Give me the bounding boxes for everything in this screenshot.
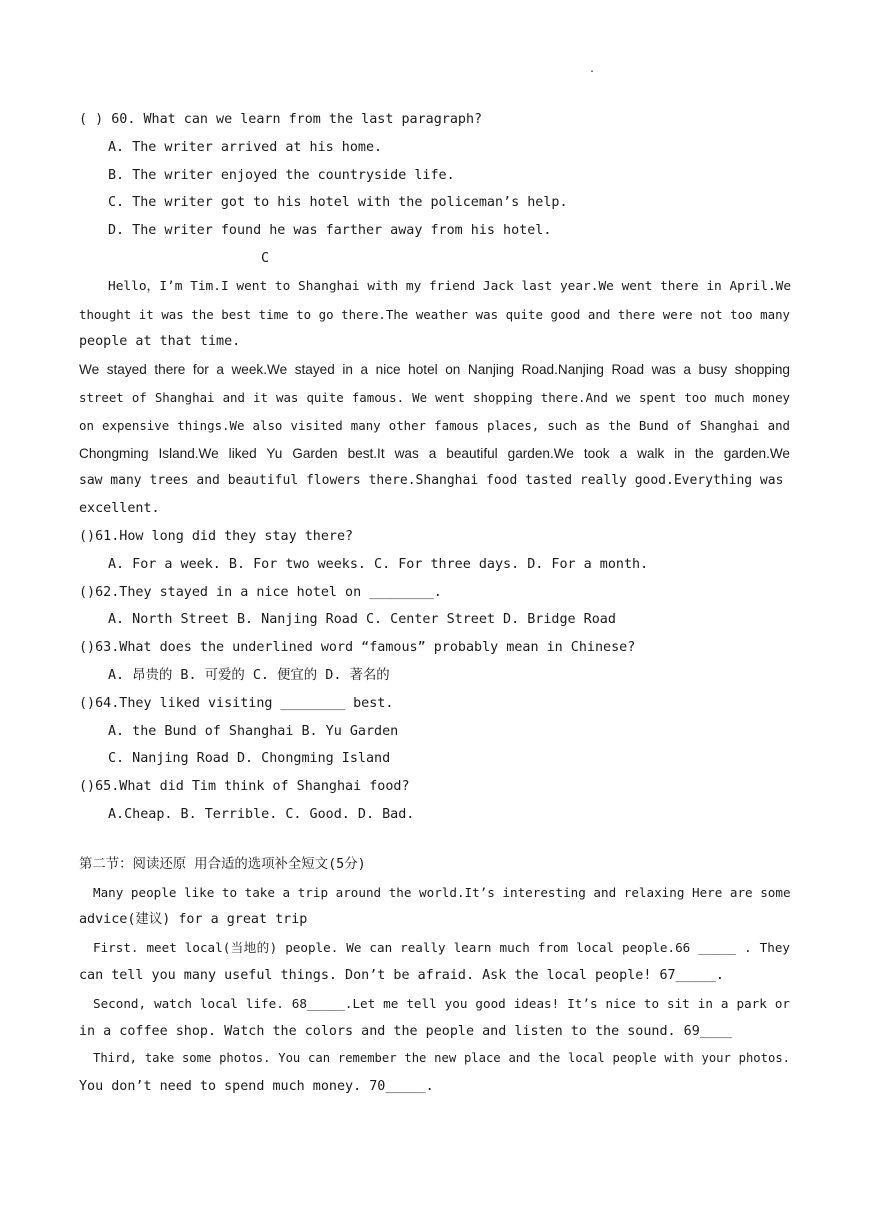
question-62-stem: ()62.They stayed in a nice hotel on ________. bbox=[79, 584, 442, 600]
question-64-options-line1: A. the Bund of Shanghai B. Yu Garden bbox=[108, 723, 399, 739]
question-60-stem: ( ) 60. What can we learn from the last paragraph? bbox=[79, 112, 483, 127]
section-2-line: advice(建议) for a great trip bbox=[79, 912, 308, 928]
passage-line: excellent. bbox=[79, 501, 160, 517]
section-2-line: First. meet local(当地的) people. We can really learn much from local people.66 _____ . They bbox=[93, 940, 790, 956]
question-60-option-c: C. The writer got to his hotel with the policeman’s help. bbox=[108, 195, 568, 211]
section-2-line: Second, watch local life. 68_____.Let me tell you good ideas! It’s nice to sit in a park or bbox=[93, 995, 790, 1011]
passage-line: on expensive things.We also visited many other famous places, such as the Bund of Shanghai and bbox=[79, 417, 790, 433]
passage-line: people at that time. bbox=[79, 334, 241, 350]
section-gap bbox=[79, 829, 790, 851]
passage-c-label: C bbox=[261, 250, 270, 266]
section-2-line: Third, take some photos. You can remember the new place and the local people with your photos. bbox=[93, 1051, 790, 1066]
question-64-stem: ()64.They liked visiting ________ best. bbox=[79, 695, 394, 711]
section-2-line: in a coffee shop. Watch the colors and the people and listen to the sound. 69____ bbox=[79, 1023, 733, 1039]
question-64-options-line2: C. Nanjing Road D. Chongming Island bbox=[108, 751, 391, 767]
passage-line: Chongming Island.We liked Yu Garden best.It was a beautiful garden.We took a walk in the garden.We bbox=[79, 445, 790, 461]
passage-line: street of Shanghai and it was quite famous. We went shopping there.And we spent too much money bbox=[79, 389, 790, 405]
section-2-heading: 第二节：阅读还原 用合适的选项补全短文(5分) bbox=[79, 856, 366, 872]
passage-line: We stayed there for a week.We stayed in a nice hotel on Nanjing Road.Nanjing Road was a busy shopping bbox=[79, 362, 790, 378]
question-61-options: A. For a week. B. For two weeks. C. For three days. D. For a month. bbox=[108, 556, 649, 572]
section-2-line: You don’t need to spend much money. 70_____. bbox=[79, 1079, 434, 1095]
question-65-stem: ()65.What did Tim think of Shanghai food? bbox=[79, 779, 410, 795]
question-63-options: A. 昂贵的 B. 可爱的 C. 便宜的 D. 著名的 bbox=[108, 667, 390, 683]
question-63-stem: ()63.What does the underlined word “famous” probably mean in Chinese? bbox=[79, 640, 636, 656]
section-2-line: can tell you many useful things. Don’t be afraid. Ask the local people! 67_____. bbox=[79, 967, 724, 983]
passage-line: Hello，I’m Tim.I went to Shanghai with my friend Jack last year.We went there in April.We bbox=[108, 278, 792, 294]
question-60-option-b: B. The writer enjoyed the countryside life. bbox=[108, 167, 455, 183]
passage-line: saw many trees and beautiful flowers there.Shanghai food tasted really good.Everything was bbox=[79, 473, 784, 489]
question-62-options: A. North Street B. Nanjing Road C. Center Street D. Bridge Road bbox=[108, 612, 616, 628]
section-2-line: Many people like to take a trip around the world.It’s interesting and relaxing Here are some bbox=[93, 884, 791, 900]
header-mark: . bbox=[589, 64, 596, 75]
passage-line: thought it was the best time to go there.The weather was quite good and there were not too many bbox=[79, 306, 790, 322]
question-60-option-a: A. The writer arrived at his home. bbox=[108, 139, 383, 155]
question-61-stem: ()61.How long did they stay there? bbox=[79, 528, 354, 544]
question-60-option-d: D. The writer found he was farther away from his hotel. bbox=[108, 223, 552, 239]
document-page bbox=[79, 106, 790, 1101]
question-65-options: A.Cheap. B. Terrible. C. Good. D. Bad. bbox=[108, 806, 415, 822]
